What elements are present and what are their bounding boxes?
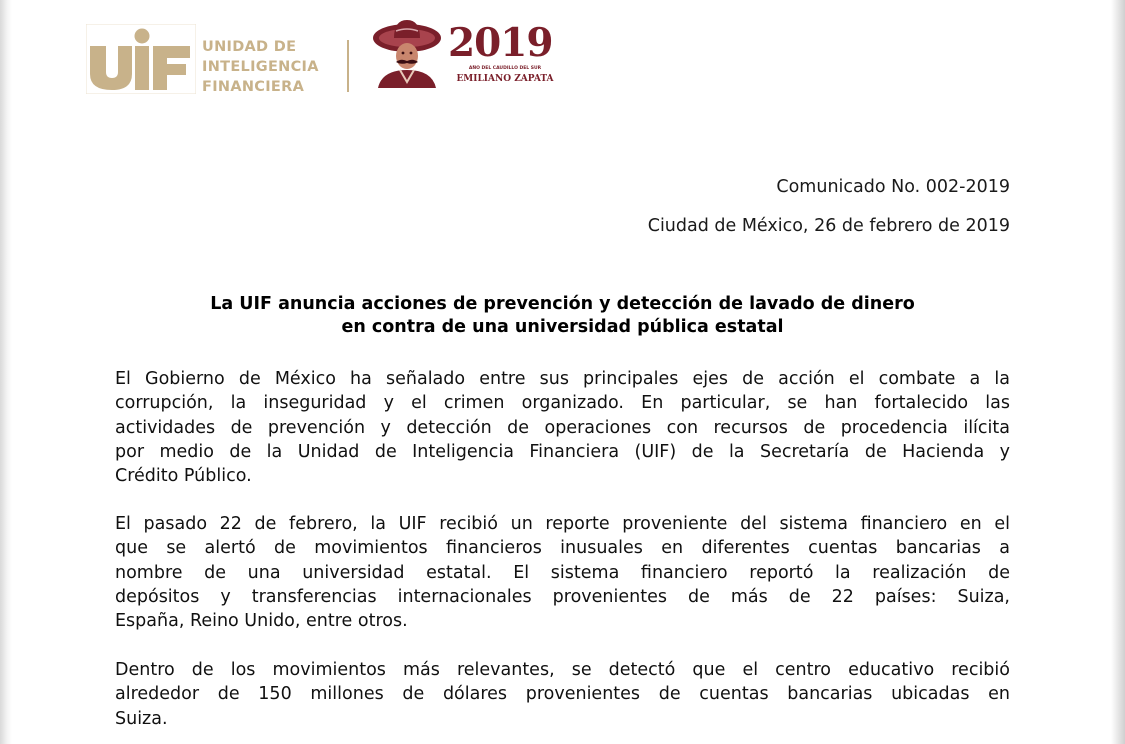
paragraph-line: depósitos y transferencias internacionales provenientes de más de 22 países: Suiza, [115, 586, 1010, 607]
page-edge-shadow-right [1111, 0, 1125, 744]
paragraph-2 [115, 512, 1010, 633]
title-line-2: en contra de una universidad pública estatal [341, 317, 784, 337]
header-divider [347, 40, 349, 92]
paragraph-line: que se alertó de movimientos financieros inusuales en diferentes cuentas bancarias a [115, 538, 1010, 559]
paragraph-line: España, Reino Unido, entre otros. [115, 611, 408, 632]
title-line-1: La UIF anuncia acciones de prevención y detección de lavado de dinero [210, 294, 915, 314]
paragraph-line: El Gobierno de México ha señalado entre sus principales ejes de acción el combate a la [115, 369, 1010, 389]
uif-logo [86, 24, 196, 94]
comunicado-date: Ciudad de México, 26 de febrero de 2019 [647, 216, 1010, 236]
paragraph-3 [115, 658, 1010, 731]
paragraph-1 [115, 367, 1010, 488]
uif-name-line-2: INTELIGENCIA [202, 59, 319, 75]
paragraph-line: Suiza. [115, 708, 168, 729]
year-subtitle: AÑO DEL CAUDILLO DEL SUR [468, 66, 542, 71]
uif-name [202, 37, 319, 97]
paragraph-line: por medio de la Unidad de Inteligencia Financiera (UIF) de la Secretaría de Hacienda y [115, 441, 1010, 462]
paragraph-line: nombre de una universidad estatal. El sistema financiero reportó la realización de [115, 562, 1010, 583]
year-badge: 2019 [448, 20, 553, 66]
uif-name-line-1: UNIDAD DE [202, 39, 297, 55]
paragraph-line: El pasado 22 de febrero, la UIF recibió un reporte proveniente del sistema financiero en el [115, 514, 1010, 534]
zapata-portrait-icon [370, 18, 444, 88]
page-edge-shadow-left [0, 0, 12, 744]
year-honoree: EMILIANO ZAPATA [456, 74, 554, 84]
document-title [115, 293, 1010, 339]
uif-name-line-3: FINANCIERA [202, 79, 305, 95]
paragraph-line: corrupción, la inseguridad y el crimen organizado. En particular, se han fortalecido las [115, 393, 1010, 414]
comunicado-number: Comunicado No. 002-2019 [776, 177, 1010, 197]
paragraph-line: Dentro de los movimientos más relevantes, se detectó que el centro educativo recibió [115, 660, 1010, 680]
paragraph-line: actividades de prevención y detección de operaciones con recursos de procedencia ilícita [115, 417, 1010, 438]
paragraph-line: Crédito Público. [115, 466, 252, 487]
paragraph-line: alrededor de 150 millones de dólares provenientes de cuentas bancarias ubicadas en [115, 684, 1010, 705]
